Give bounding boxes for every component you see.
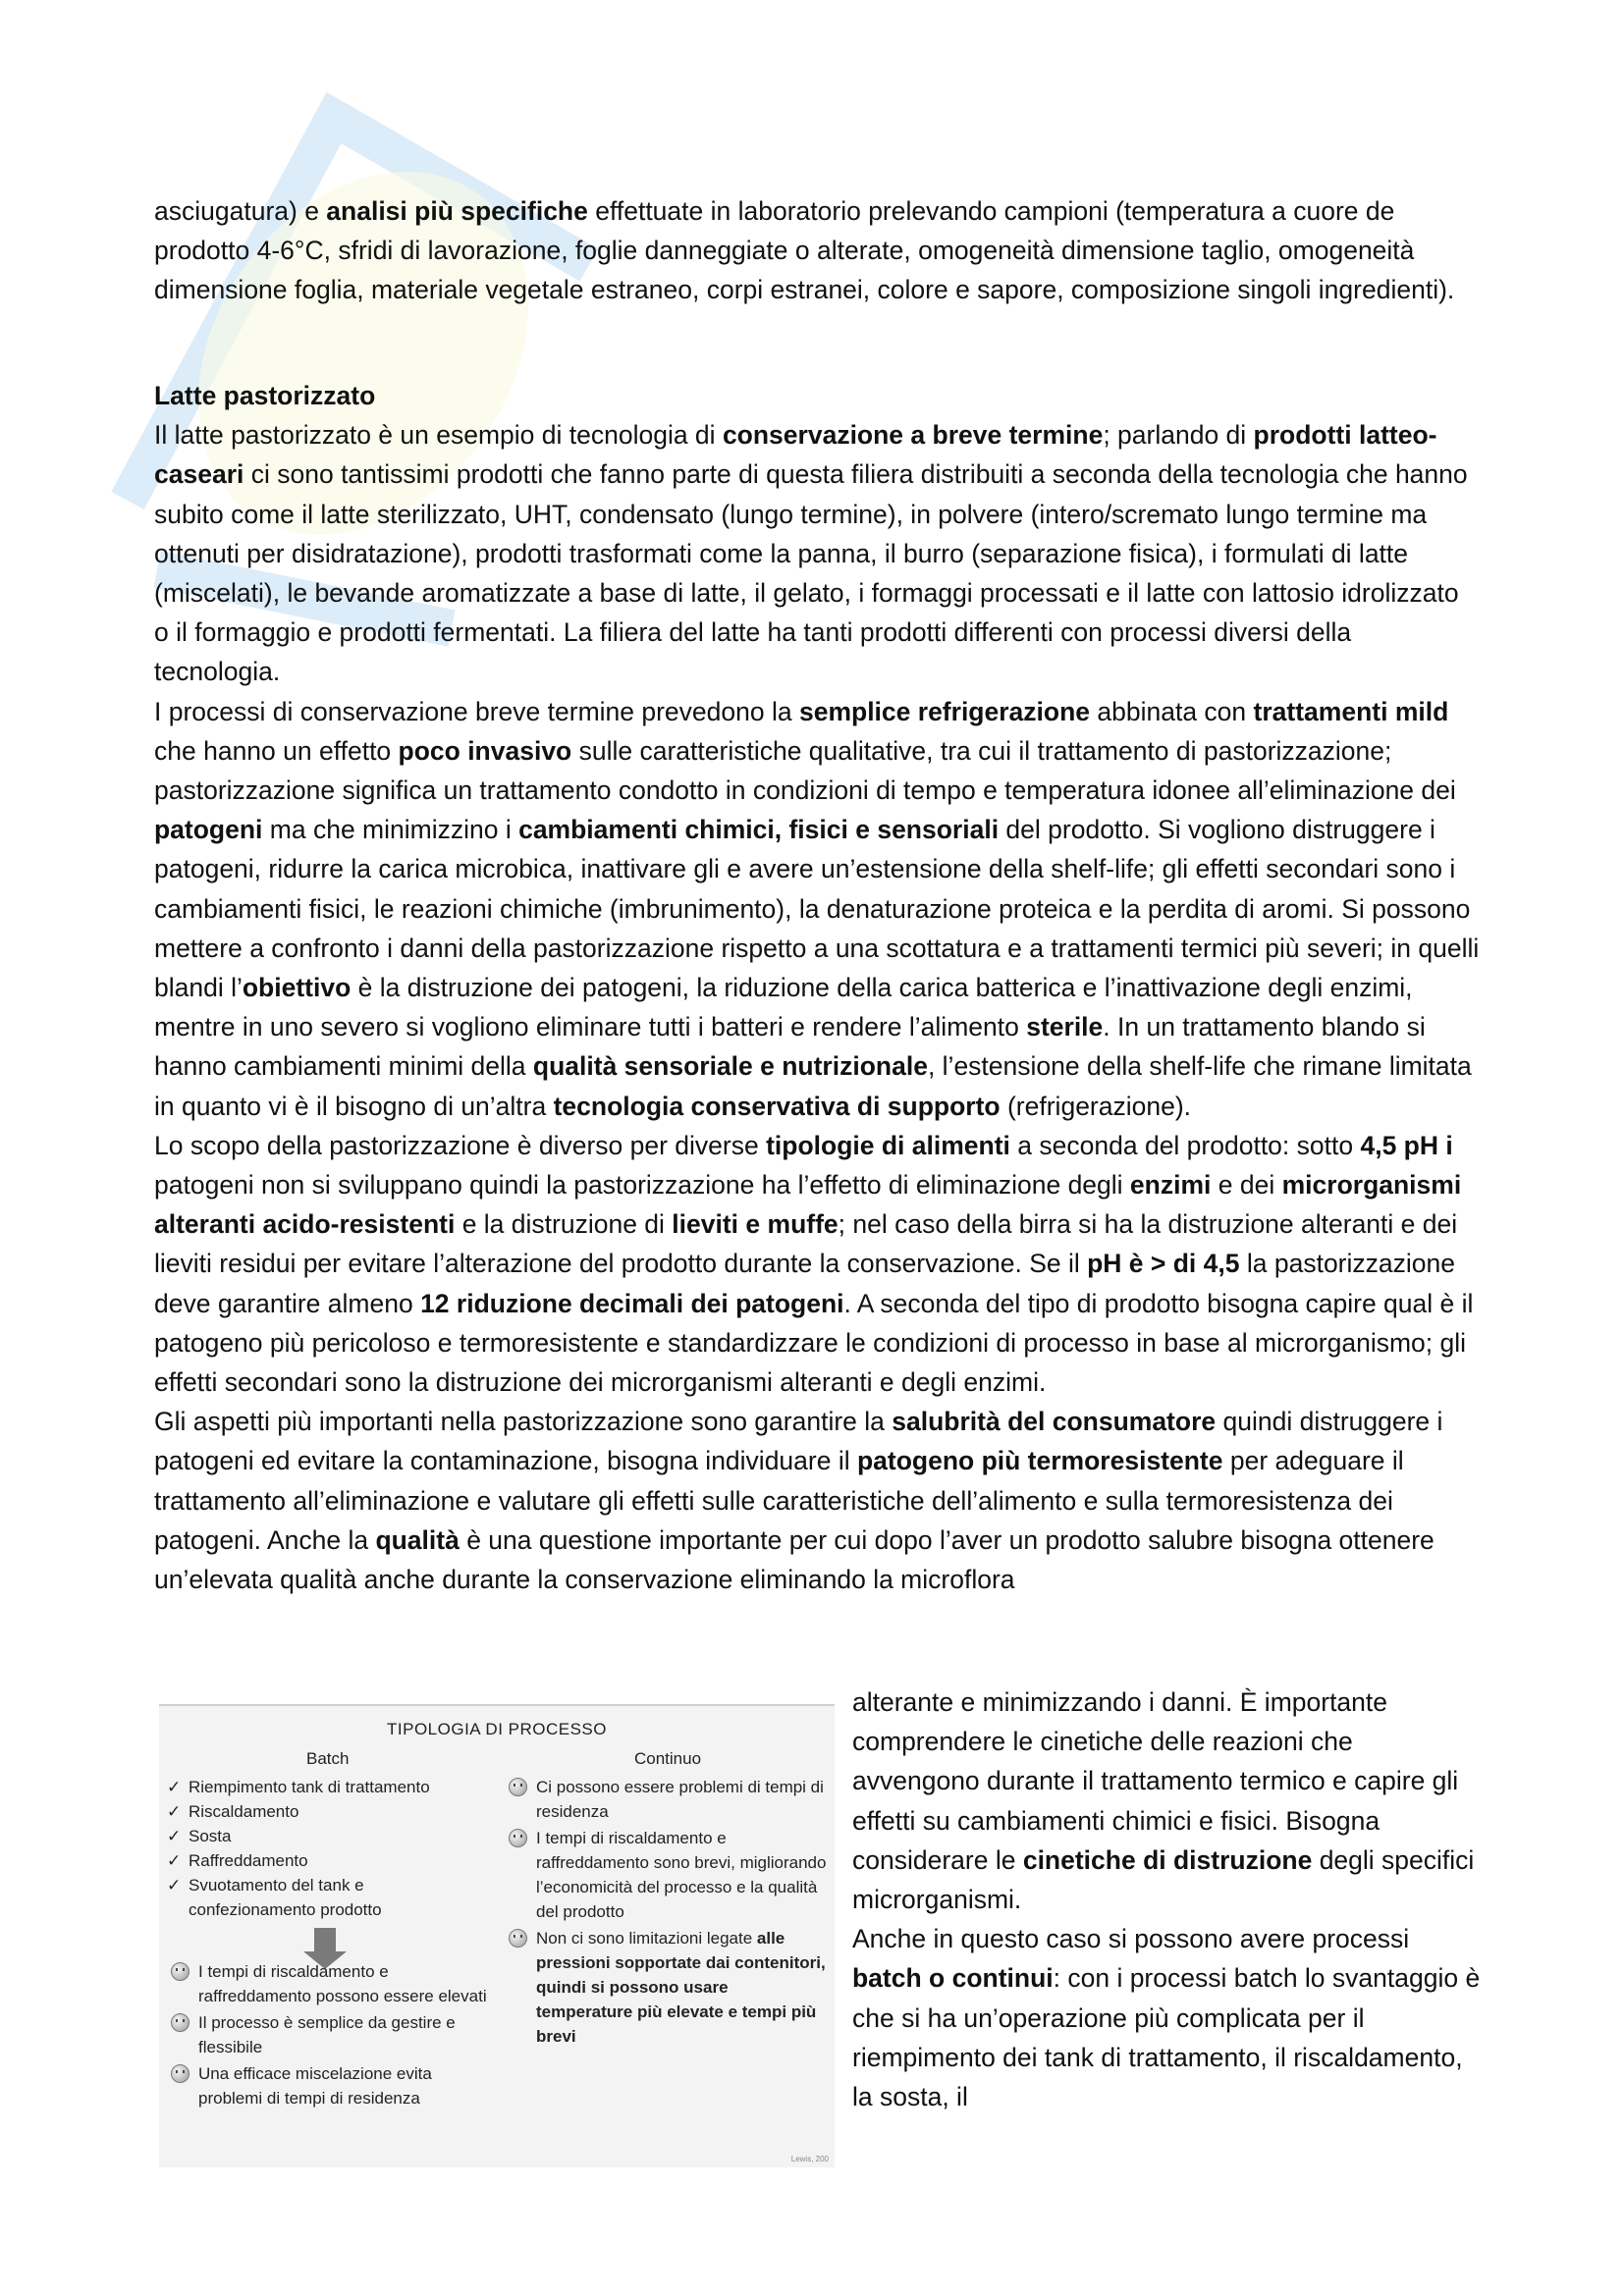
figure-credit: Lewis, 200 xyxy=(790,2155,829,2163)
batch-note: I tempi di riscaldamento e raffreddamento possono essere elevati xyxy=(167,1959,491,2008)
intro-paragraph xyxy=(154,191,1480,310)
section-heading: Latte pastorizzato xyxy=(154,381,376,410)
batch-column xyxy=(167,1775,491,2112)
smile-face-icon xyxy=(171,2013,189,2032)
continuo-column xyxy=(505,1775,829,2051)
continuo-note: Non ci sono limitazioni legate alle pressioni sopportate dai contenitori, quindi si possono usare temperature più elevate e tempi più brevi xyxy=(505,1926,829,2049)
paragraph-4: Gli aspetti più importanti nella pastorizzazione sono garantire la salubrità del consumatore quindi distruggere i patogeni ed evitare la contaminazione, bisogna individuare il patogeno più termoresistente per adeguare il trattamento all’eliminazione e valutare gli effetti sulle caratteristiche dell’alimento e sulla termoresistenza dei patogeni. Anche la qualità è una questione importante per cui dopo l’aver un prodotto salubre bisogna ottenere un’elevata qualità anche durante la conservazione eliminando la microflora xyxy=(154,1407,1443,1595)
batch-step: ✓ Riempimento tank di trattamento xyxy=(167,1775,491,1799)
side-paragraph-2: Anche in questo caso si possono avere processi batch o continui: con i processi batch lo svantaggio è che si ha un’operazione più complicata per il riempimento dei tank di trattamento, il riscaldamento, la sosta, il xyxy=(852,1924,1481,2112)
batch-note: Il processo è semplice da gestire e flessibile xyxy=(167,2010,491,2059)
process-type-figure xyxy=(159,1704,835,2167)
batch-step: ✓ Riscaldamento xyxy=(167,1799,491,1824)
smile-face-icon xyxy=(509,1829,527,1847)
section-latte-pastorizzato xyxy=(154,376,1480,1599)
continuo-note: I tempi di riscaldamento e raffreddamento sono brevi, migliorando l’economicità del processo e la qualità del prodotto xyxy=(505,1826,829,1924)
smile-face-icon xyxy=(171,2064,189,2083)
batch-step: ✓ Raffreddamento xyxy=(167,1848,491,1873)
smile-face-icon xyxy=(509,1929,527,1948)
figure-title: TIPOLOGIA DI PROCESSO xyxy=(387,1720,607,1738)
sad-face-icon xyxy=(171,1962,189,1981)
paragraph-2: I processi di conservazione breve termine prevedono la semplice refrigerazione abbinata con trattamenti mild che hanno un effetto poco invasivo sulle caratteristiche qualitative, tra cui il trattamento di pastorizzazione; pastorizzazione significa un trattamento condotto in condizioni di tempo e temperatura idonee all’eliminazione dei patogeni ma che minimizzino i cambiamenti chimici, fisici e sensoriali del prodotto. Si vogliono distruggere i patogeni, ridurre la carica microbica, inattivare gli e avere un’estensione della shelf-life; gli effetti secondari sono i cambiamenti fisici, le reazioni chimiche (imbrunimento), la denaturazione proteica e la perdita di aromi. Si possono mettere a confronto i danni della pastorizzazione rispetto a una scottatura e a trattamenti termici più severi; in quelli blandi l’obiettivo è la distruzione dei patogeni, la riduzione della carica batterica e l’inattivazione degli enzimi, mentre in uno severo si vogliono eliminare tutti i batteri e rendere l’alimento sterile. In un trattamento blando si hanno cambiamenti minimi della qualità sensoriale e nutrizionale, l’estensione della shelf-life che rimane limitata in quanto vi è il bisogno di un’altra tecnologia conservativa di supporto (refrigerazione). xyxy=(154,696,1480,1121)
intro-text: asciugatura) e analisi più specifiche effettuate in laboratorio prelevando campioni (temperatura a cuore de prodotto 4-6°C, sfridi di lavorazione, foglie danneggiate o alterate, omogeneità dimensione taglio, omogeneità dimensione foglia, materiale vegetale estraneo, corpi estranei, colore e sapore, composizione singoli ingredienti). xyxy=(154,196,1455,305)
batch-note: Una efficace miscelazione evita problemi di tempi di residenza xyxy=(167,2061,491,2110)
batch-step: ✓ Svuotamento del tank e confezionamento prodotto xyxy=(167,1873,491,1922)
down-arrow-icon xyxy=(314,1928,336,1951)
batch-header: Batch xyxy=(306,1749,350,1768)
side-text xyxy=(852,1682,1481,2116)
batch-step: ✓ Sosta xyxy=(167,1824,491,1848)
paragraph-3: Lo scopo della pastorizzazione è diverso per diverse tipologie di alimenti a seconda del prodotto: sotto 4,5 pH i patogeni non si sviluppano quindi la pastorizzazione ha l’effetto di eliminazione degli enzimi e dei microrganismi alteranti acido-resistenti e la distruzione di lieviti e muffe; nel caso della birra si ha la distruzione alteranti e dei lieviti residui per evitare l’alterazione del prodotto durante la conservazione. Se il pH è > di 4,5 la pastorizzazione deve garantire almeno 12 riduzione decimali dei patogeni. A seconda del tipo di prodotto bisogna capire qual è il patogeno più pericoloso e termoresistente e standardizzare le condizioni di processo in base al microrganismo; gli effetti secondari sono la distruzione dei microrganismi alteranti e degli enzimi. xyxy=(154,1130,1474,1398)
continuo-header: Continuo xyxy=(634,1749,702,1768)
paragraph-1: Il latte pastorizzato è un esempio di tecnologia di conservazione a breve termine; parlando di prodotti latteo-caseari ci sono tantissimi prodotti che fanno parte di questa filiera distribuiti a seconda della tecnologia che hanno subito come il latte sterilizzato, UHT, condensato (lungo termine), in polvere (intero/scremato lungo termine ma ottenuti per disidratazione), prodotti trasformati come la panna, il burro (separazione fisica), i formulati di latte (miscelati), le bevande aromatizzate a base di latte, il gelato, i formaggi processati e il latte con lattosio idrolizzato o il formaggio e prodotti fermentati. La filiera del latte ha tanti prodotti differenti con processi diversi della tecnologia. xyxy=(154,420,1468,687)
sad-face-icon xyxy=(509,1778,527,1796)
continuo-note: Ci possono essere problemi di tempi di residenza xyxy=(505,1775,829,1824)
side-paragraph-1: alterante e minimizzando i danni. È importante comprendere le cinetiche delle reazioni che avvengono durante il trattamento termico e capire gli effetti su cambiamenti chimici e fisici. Bisogna considerare le cinetiche di distruzione degli specifici microrganismi. xyxy=(852,1687,1475,1915)
